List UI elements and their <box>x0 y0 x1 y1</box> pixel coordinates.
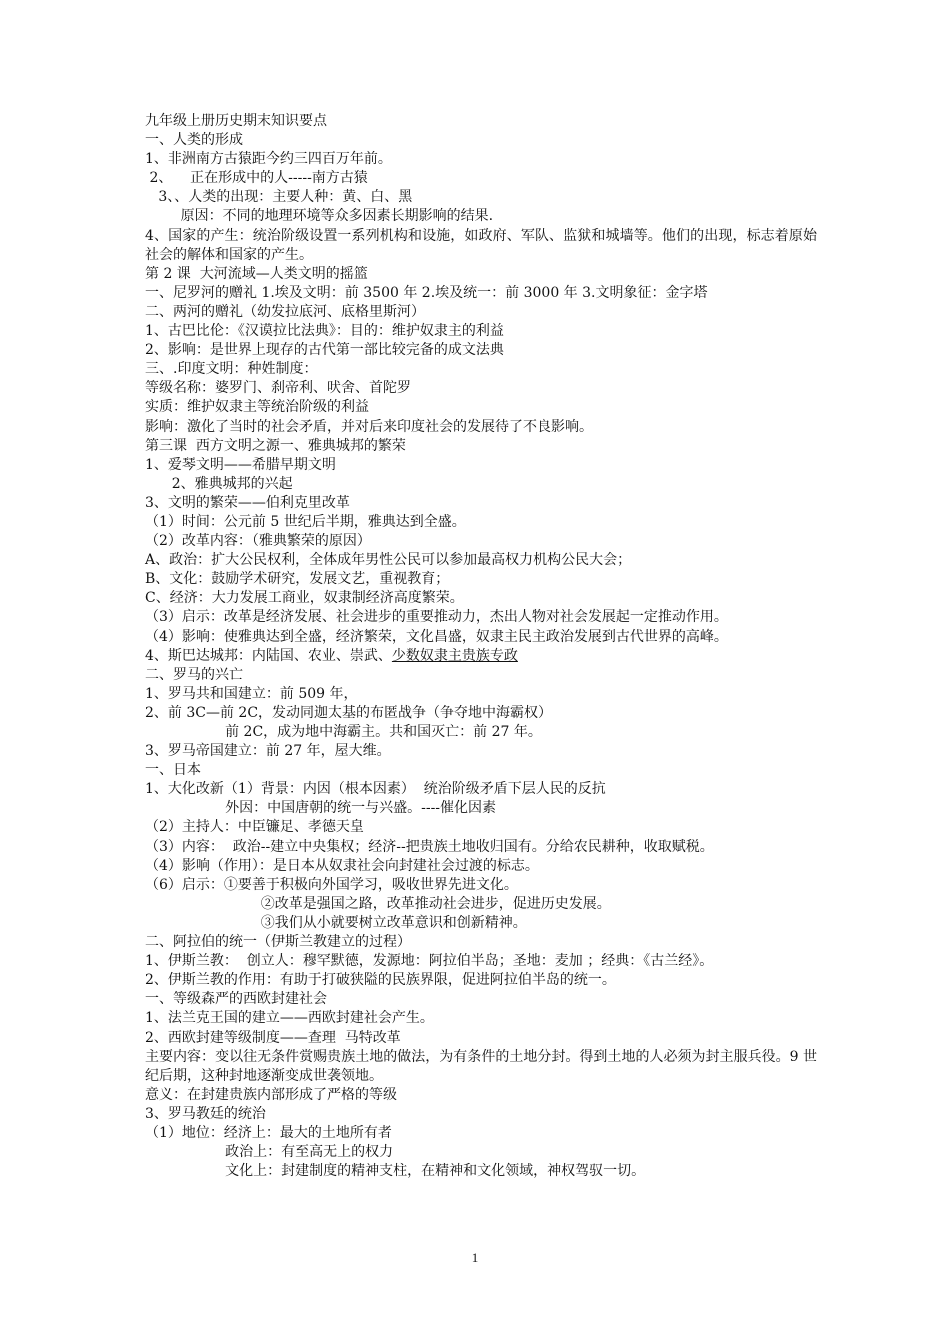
text-line: 文化上：封建制度的精神支柱，在精神和文化领域，神权驾驭一切。 <box>145 1163 646 1180</box>
page-number: 1 <box>471 1250 479 1265</box>
document-body <box>145 112 817 1181</box>
paragraph: （3）启示：改革是经济发展、社会进步的重要推动力，杰出人物对社会发展起一定推动作用。 <box>145 609 728 626</box>
text-line: 等级名称：婆罗门、刹帝利、吠舍、首陀罗 <box>145 380 411 397</box>
text-line: 意义：在封建贵族内部形成了严格的等级 <box>145 1086 397 1103</box>
text-line: （3）内容： 政治--建立中央集权；经济--把贵族土地收归国有。分给农民耕种，收取赋税。 <box>145 838 714 855</box>
paragraph: 主要内容：变以往无条件赏赐贵族土地的做法，为有条件的土地分封。得到土地的人必须为封主服兵役。9 世纪后期，这种封地逐渐变成世袭领地。 <box>145 1048 817 1084</box>
text-line: B、文化：鼓励学术研究，发展文艺，重视教育； <box>145 571 450 588</box>
text-line: 2、伊斯兰教的作用：有助于打破狭隘的民族界限，促进阿拉伯半岛的统一。 <box>145 972 616 989</box>
text-line: 外因：中国唐朝的统一与兴盛。----催化因素 <box>145 800 497 817</box>
text-line: （1）时间：公元前 5 世纪后半期，雅典达到全盛。 <box>145 513 466 530</box>
text-line: A、政治：扩大公民权利，全体成年男性公民可以参加最高权力机构公民大会； <box>145 552 632 569</box>
text-line: 1、伊斯兰教： 创立人：穆罕默德，发源地：阿拉伯半岛；圣地：麦加 ；经典：《古兰经》。 <box>145 953 714 970</box>
section-heading: 二、阿拉伯的统一（伊斯兰教建立的过程） <box>145 934 411 951</box>
text-line: 1、大化改新（1）背景：内因（根本因素） 统治阶级矛盾下层人民的反抗 <box>145 781 606 798</box>
text-line: 1、古巴比伦：《汉谟拉比法典》：目的：维护奴隶主的利益 <box>145 323 504 340</box>
text-line: 1、法兰克王国的建立——西欧封建社会产生。 <box>145 1010 434 1027</box>
text-line: 1、非洲南方古猿距今约三四百万年前。 <box>145 151 392 168</box>
document-title: 九年级上册历史期末知识要点 <box>145 113 327 129</box>
underlined-phrase: 少数奴隶主贵族专政 <box>391 647 518 664</box>
text-line: （2）改革内容：（雅典繁荣的原因） <box>145 533 371 550</box>
text-line: 实质：维护奴隶主等统治阶级的利益 <box>145 399 369 416</box>
section-heading: 二、罗马的兴亡 <box>145 666 243 683</box>
text-line: 2、西欧封建等级制度——查理 马特改革 <box>145 1029 401 1046</box>
lesson-heading: 第 2 课 大河流域—人类文明的摇篮 <box>145 265 368 282</box>
text-line: 3、文明的繁荣——伯利克里改革 <box>145 494 350 511</box>
text-line: 3、罗马帝国建立：前 27 年，屋大维。 <box>145 743 391 760</box>
text-line: 1、爱琴文明——希腊早期文明 <box>145 456 336 473</box>
text-line: （6）启示：①要善于积极向外国学习，吸收世界先进文化。 <box>145 876 518 893</box>
text-line: 3、罗马教廷的统治 <box>145 1105 266 1122</box>
section-heading: 一、等级森严的西欧封建社会 <box>145 991 327 1008</box>
text-line: ②改革是强国之路，改革推动社会进步，促进历史发展。 <box>145 895 611 912</box>
text-line: 前 2C，成为地中海霸主。共和国灭亡：前 27 年。 <box>145 724 542 740</box>
sparta-line <box>145 647 817 666</box>
text-line: ③我们从小就要树立改革意识和创新精神。 <box>145 914 527 931</box>
text-line: （1）地位：经济上：最大的土地所有者 <box>145 1124 392 1141</box>
section-heading: 一、日本 <box>145 762 201 779</box>
sparta-line-text: 4、斯巴达城邦：内陆国、农业、崇武、 <box>145 647 392 664</box>
text-line: 2、 正在形成中的人-----南方古猿 <box>145 170 368 187</box>
lesson-heading: 第三课 西方文明之源一、雅典城邦的繁荣 <box>145 437 406 454</box>
section-heading: 二、两河的赠礼（幼发拉底河、底格里斯河） <box>145 303 425 320</box>
paragraph: （4）影响：使雅典达到全盛，经济繁荣，文化昌盛，奴隶主民主政治发展到古代世界的高峰。 <box>145 628 728 645</box>
text-line: （4）影响（作用）：是日本从奴隶社会向封建社会过渡的标志。 <box>145 857 539 874</box>
text-line: 影响：激化了当时的社会矛盾，并对后来印度社会的发展待了不良影响。 <box>145 418 593 435</box>
text-line: （2）主持人：中臣镰足、孝德天皇 <box>145 819 364 836</box>
text-line: 政治上：有至高无上的权力 <box>145 1144 394 1161</box>
text-line: 2、影响：是世界上现存的古代第一部比较完备的成文法典 <box>145 342 504 359</box>
text-line: C、经济：大力发展工商业，奴隶制经济高度繁荣。 <box>145 590 464 607</box>
paragraph: 4、国家的产生：统治阶级设置一系列机构和设施，如政府、军队、监狱和城墙等。他们的出现，标志着原始社会的解体和国家的产生。 <box>145 227 817 263</box>
text-line: 一、尼罗河的赠礼 1.埃及文明：前 3500 年 2.埃及统一：前 3000 年 3.文明象征：金字塔 <box>145 284 708 301</box>
text-line: 1、罗马共和国建立：前 509 年， <box>145 685 358 702</box>
section-heading: 三、.印度文明：种姓制度： <box>145 361 318 378</box>
text-line: 3、、人类的出现：主要人种：黄、白、黑 <box>145 189 413 206</box>
text-line: 原因：不同的地理环境等众多因素长期影响的结果. <box>145 208 494 225</box>
section-heading: 一、人类的形成 <box>145 132 243 149</box>
text-line: 2、雅典城邦的兴起 <box>145 475 293 492</box>
text-line: 2、前 3C—前 2C，发动同迦太基的布匿战争（争夺地中海霸权） <box>145 704 553 721</box>
